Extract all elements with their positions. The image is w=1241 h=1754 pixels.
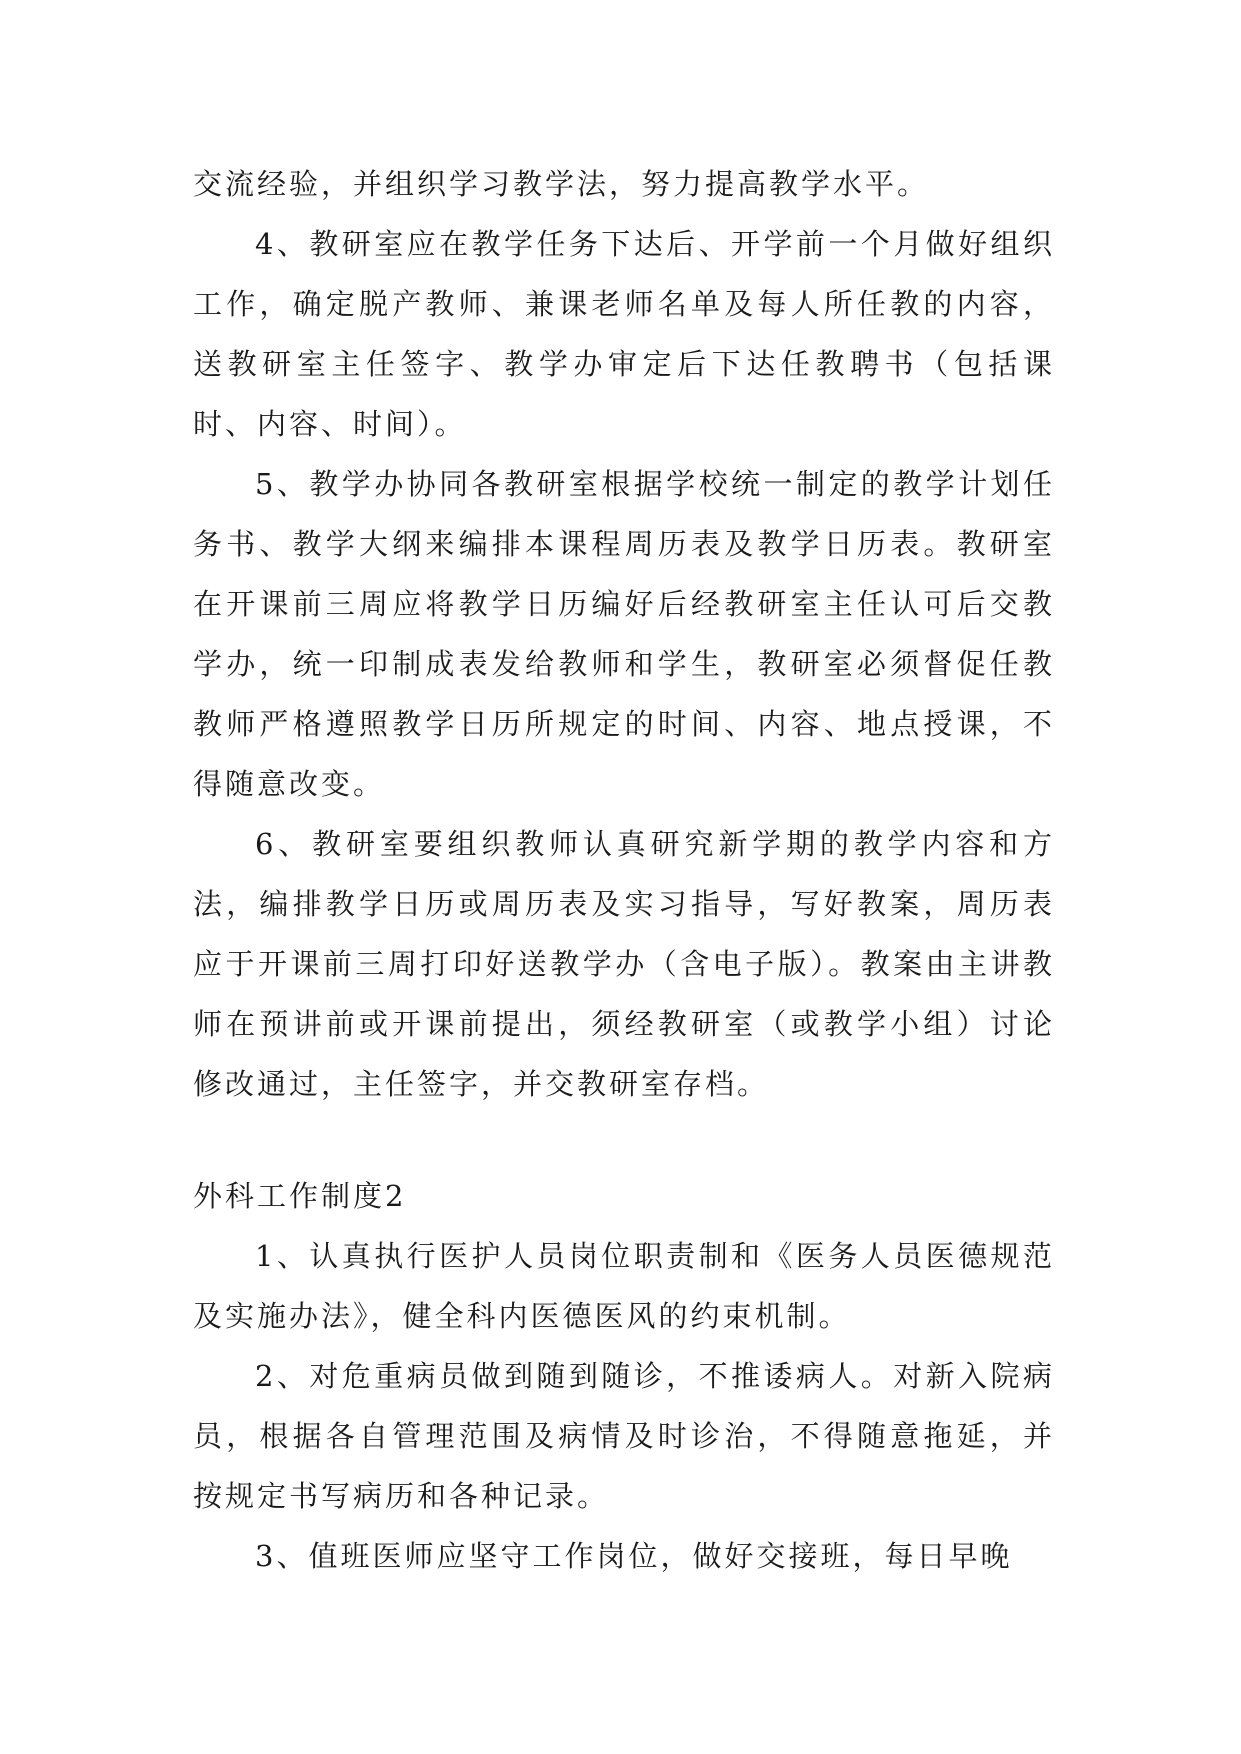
section-heading: 外科工作制度2 (193, 1179, 407, 1213)
paragraph-continuation: 交流经验，并组织学习教学法，努力提高教学水平。 (193, 167, 930, 201)
rule-item-3: 3、值班医师应坚守工作岗位，做好交接班，每日早晚 (255, 1539, 1013, 1573)
rule-item-2: 2、对危重病员做到随到随诊，不推诿病人。对新入院病员，根据各自管理范围及病情及时诊治，不得随意拖延，并按规定书写病历和各种记录。 (193, 1359, 1055, 1513)
rule-item-1: 1、认真执行医护人员岗位职责制和《医务人员医德规范及实施办法》，健全科内医德医风的约束机制。 (193, 1239, 1055, 1333)
paragraph-item-4: 4、教研室应在教学任务下达后、开学前一个月做好组织工作，确定脱产教师、兼课老师名单及每人所任教的内容，送教研室主任签字、教学办审定后下达任教聘书（包括课时、内容、时间）。 (193, 227, 1055, 441)
document-body (193, 154, 1055, 1586)
paragraph-item-6: 6、教研室要组织教师认真研究新学期的教学内容和方法，编排教学日历或周历表及实习指导，写好教案，周历表应于开课前三周打印好送教学办（含电子版）。教案由主讲教师在预讲前或开课前提出，须经教研室（或教学小组）讨论修改通过，主任签字，并交教研室存档。 (193, 827, 1055, 1101)
paragraph-item-5: 5、教学办协同各教研室根据学校统一制定的教学计划任务书、教学大纲来编排本课程周历表及教学日历表。教研室在开课前三周应将教学日历编好后经教研室主任认可后交教学办，统一印制成表发给教师和学生，教研室必须督促任教教师严格遵照教学日历所规定的时间、内容、地点授课，不得随意改变。 (193, 467, 1055, 801)
